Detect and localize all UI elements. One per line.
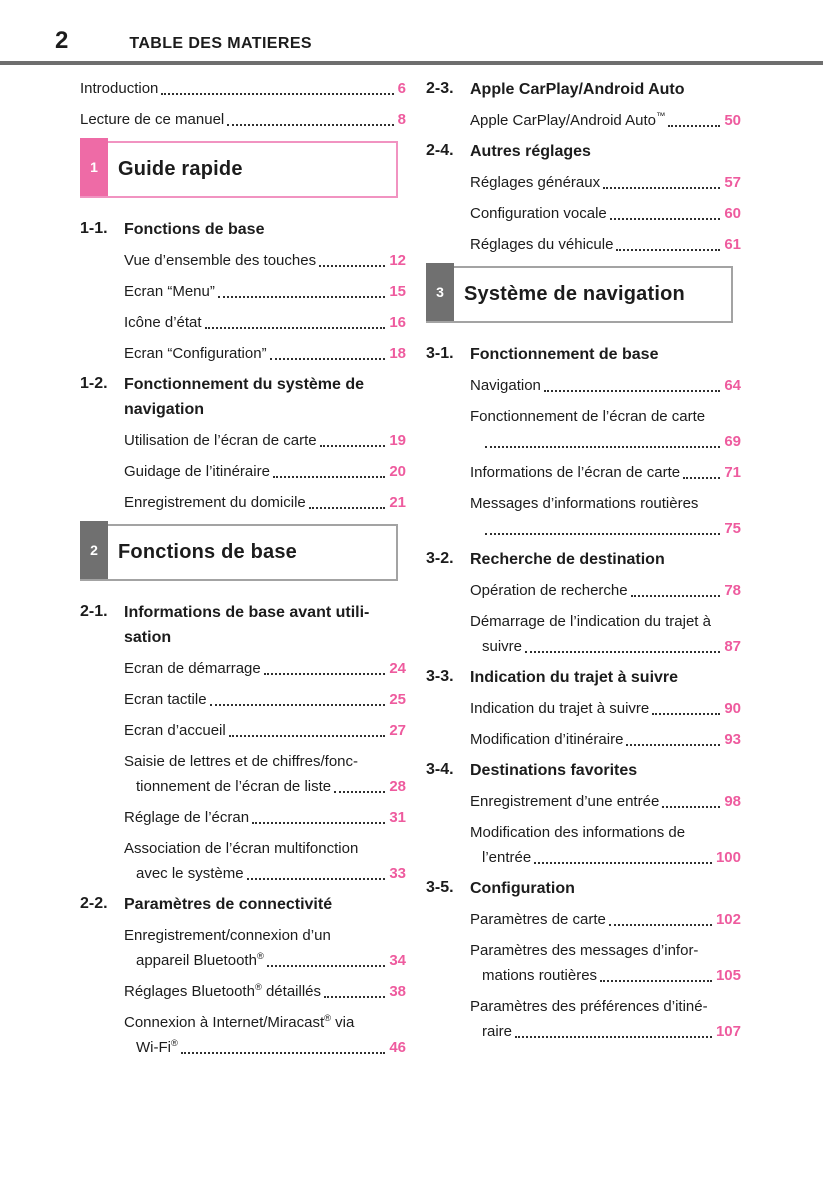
dot-leader (626, 744, 720, 746)
toc-entry (124, 313, 406, 332)
toc-entry-line (124, 1038, 406, 1057)
toc-page-number: 100 (715, 849, 741, 866)
toc-entry (124, 690, 406, 709)
toc-group-number: 2-1. (80, 603, 108, 620)
toc-entry (124, 839, 406, 883)
toc-entry (124, 659, 406, 678)
toc-page-number: 64 (724, 377, 741, 394)
toc-group (426, 80, 741, 130)
section-title: Système de navigation (464, 283, 685, 305)
toc-entry (470, 730, 741, 749)
toc-group-number: 3-4. (426, 761, 454, 778)
toc-entry-text: l’entrée (482, 849, 532, 866)
dot-leader (485, 533, 720, 535)
toc-page-number: 71 (724, 464, 741, 481)
toc-entry-text: Vue d’ensemble des touches (124, 252, 317, 269)
toc-entry-line (470, 204, 741, 223)
toc-page-number: 18 (389, 345, 406, 362)
section-number: 3 (436, 284, 444, 300)
dot-leader (662, 806, 720, 808)
toc-group (426, 668, 741, 749)
toc-column-left (80, 79, 406, 1069)
toc-entry-text: Fonctionnement de l’écran de carte (470, 408, 706, 425)
toc-entry-line (470, 235, 741, 254)
toc-group (426, 761, 741, 867)
toc-entry (470, 111, 741, 130)
dot-leader (270, 358, 386, 360)
toc-page-number: 78 (724, 582, 741, 599)
toc-entry-line (124, 431, 406, 450)
toc-group-title-line: Autres réglages (470, 143, 591, 160)
toc-entry (124, 282, 406, 301)
toc-group-heading (426, 142, 741, 162)
toc-entry-line (470, 848, 741, 867)
toc-entry-line (124, 752, 406, 771)
toc-entry-text: raire (482, 1023, 513, 1040)
toc-group (426, 142, 741, 254)
toc-entry-text: Modification des informations de (470, 824, 686, 841)
toc-group (426, 550, 741, 656)
toc-group-number: 1-1. (80, 220, 108, 237)
toc-entry-line (124, 982, 406, 1001)
toc-entry-line (124, 721, 406, 740)
toc-entry (470, 235, 741, 254)
toc-entry (470, 910, 741, 929)
dot-leader (652, 713, 720, 715)
section-number: 1 (90, 159, 98, 175)
toc-entry-line (124, 777, 406, 796)
toc-entry-text: Connexion à Internet/Miracast® via (124, 1013, 355, 1031)
dot-leader (600, 980, 712, 982)
dot-leader (267, 965, 386, 967)
toc-entry-line (124, 839, 406, 858)
dot-leader (544, 390, 720, 392)
section-box (80, 141, 398, 198)
toc-page-number: 107 (715, 1023, 741, 1040)
toc-entry (124, 752, 406, 796)
toc-entry-line (470, 823, 741, 842)
toc-page-number: 8 (397, 111, 406, 128)
toc-page-number: 57 (724, 174, 741, 191)
toc-group-title (124, 220, 406, 240)
toc-entry-text: avec le système (136, 865, 244, 882)
toc-group-title (470, 761, 741, 781)
toc-entry-line (470, 941, 741, 960)
toc-group-title (470, 550, 741, 570)
toc-group-number: 2-4. (426, 142, 454, 159)
toc-entry-line (80, 79, 406, 98)
dot-leader (229, 735, 386, 737)
toc-page-number: 12 (389, 252, 406, 269)
toc-entry (124, 1013, 406, 1057)
toc-page-number: 90 (724, 700, 741, 717)
toc-entry-text: Configuration vocale (470, 205, 607, 222)
toc-page-number: 69 (724, 433, 741, 450)
section-number-tab (80, 138, 108, 196)
toc-entry-line (470, 519, 741, 538)
toc-group-title-line: Fonctionnement de base (470, 346, 659, 363)
dot-leader (205, 327, 386, 329)
dot-leader (683, 477, 720, 479)
toc-entry-text: Paramètres des préférences d’itiné- (470, 998, 708, 1015)
toc-group (80, 220, 406, 363)
toc-group-heading (80, 220, 406, 240)
toc-entry-text: Modification d’itinéraire (470, 731, 624, 748)
toc-entry-text: Navigation (470, 377, 541, 394)
dot-leader (227, 124, 393, 126)
toc-entry-line (470, 730, 741, 749)
toc-group-heading (80, 375, 406, 420)
toc-group-title (470, 879, 741, 899)
toc-entry (124, 344, 406, 363)
toc-group-heading (426, 879, 741, 899)
toc-group (426, 879, 741, 1041)
toc-group (80, 895, 406, 1057)
toc-group-heading (426, 550, 741, 570)
toc-entry (470, 204, 741, 223)
dot-leader (252, 822, 385, 824)
toc-entry-text: Démarrage de l’indication du trajet à (470, 613, 711, 630)
toc-entry-line (124, 808, 406, 827)
toc-group-heading (80, 895, 406, 915)
toc-content (0, 65, 823, 1069)
dot-leader (324, 996, 385, 998)
toc-group-number: 3-2. (426, 550, 454, 567)
toc-group-title (124, 603, 406, 648)
toc-group-number: 3-5. (426, 879, 454, 896)
toc-page-number: 31 (389, 809, 406, 826)
toc-entry (470, 173, 741, 192)
toc-group-title-line: navigation (124, 401, 205, 418)
toc-page-number: 50 (724, 112, 741, 129)
toc-entry-text: Enregistrement d’une entrée (470, 793, 660, 810)
toc-entry-text: Saisie de lettres et de chiffres/fonc- (124, 753, 359, 770)
toc-group-title (124, 895, 406, 915)
toc-page-number: 33 (389, 865, 406, 882)
toc-page-number: 24 (389, 660, 406, 677)
toc-entry-text: Réglage de l’écran (124, 809, 250, 826)
toc-entry-line (470, 173, 741, 192)
dot-leader (334, 791, 385, 793)
toc-entry-text: Ecran d’accueil (124, 722, 226, 739)
toc-entry-text: appareil Bluetooth® (136, 951, 264, 969)
toc-page-number: 75 (724, 520, 741, 537)
toc-group-title-line: Paramètres de connectivité (124, 896, 333, 913)
toc-page-number: 102 (715, 911, 741, 928)
toc-group-title-line: Recherche de destination (470, 551, 665, 568)
dot-leader (218, 296, 385, 298)
toc-entry-text: Opération de recherche (470, 582, 628, 599)
toc-entry-text: mations routières (482, 967, 598, 984)
toc-group-title-line: sation (124, 629, 172, 646)
toc-entry-line (124, 493, 406, 512)
toc-entry (470, 376, 741, 395)
toc-entry-line (124, 1013, 406, 1032)
toc-entry-line (80, 110, 406, 129)
toc-entry (124, 493, 406, 512)
toc-entry-line (124, 462, 406, 481)
toc-group (426, 345, 741, 538)
toc-page-number: 46 (389, 1039, 406, 1056)
toc-page-number: 34 (389, 952, 406, 969)
toc-entry-line (470, 581, 741, 600)
toc-entry-text: suivre (482, 638, 523, 655)
toc-entry-text: Messages d’informations routières (470, 495, 699, 512)
page-header (0, 0, 823, 61)
toc-entry-line (470, 966, 741, 985)
toc-entry-text: Ecran tactile (124, 691, 207, 708)
toc-page-number: 105 (715, 967, 741, 984)
dot-leader (525, 651, 720, 653)
dot-leader (319, 265, 385, 267)
toc-entry (124, 926, 406, 970)
dot-leader (161, 93, 393, 95)
toc-page-number: 16 (389, 314, 406, 331)
toc-group (80, 375, 406, 512)
toc-entry-text: Paramètres des messages d’infor- (470, 942, 699, 959)
toc-entry-line (470, 612, 741, 631)
page-number: 2 (55, 27, 70, 54)
dot-leader (247, 878, 386, 880)
toc-page-number: 6 (397, 80, 406, 97)
toc-entry-text: Ecran de démarrage (124, 660, 261, 677)
toc-group-title-line: Configuration (470, 880, 575, 897)
dot-leader (668, 125, 720, 127)
toc-group-title (470, 142, 741, 162)
toc-page-number: 19 (389, 432, 406, 449)
toc-entry-text: Guidage de l’itinéraire (124, 463, 270, 480)
toc-entry (124, 808, 406, 827)
toc-entry (470, 581, 741, 600)
toc-entry-line (124, 864, 406, 883)
toc-entry-line (470, 699, 741, 718)
toc-group-title (124, 375, 406, 420)
toc-entry (124, 431, 406, 450)
toc-group-number: 1-2. (80, 375, 108, 392)
toc-entry-text: Apple CarPlay/Android Auto™ (470, 111, 666, 129)
toc-group-number: 2-3. (426, 80, 454, 97)
toc-entry-line (470, 376, 741, 395)
toc-entry-text: Réglages généraux (470, 174, 601, 191)
page-title: TABLE DES MATIERES (129, 35, 312, 52)
toc-entry-line (124, 926, 406, 945)
toc-entry (80, 110, 406, 129)
toc-page-number: 61 (724, 236, 741, 253)
toc-group-title (470, 668, 741, 688)
toc-page-number: 28 (389, 778, 406, 795)
toc-entry (470, 494, 741, 538)
toc-entry (470, 407, 741, 451)
toc-group-number: 3-1. (426, 345, 454, 362)
toc-entry-line (470, 792, 741, 811)
dot-leader (320, 445, 386, 447)
section-number: 2 (90, 542, 98, 558)
toc-entry-line (124, 690, 406, 709)
toc-entry-text: Lecture de ce manuel (80, 111, 225, 128)
toc-entry-text: Enregistrement/connexion d’un (124, 927, 331, 944)
toc-group-title-line: Apple CarPlay/Android Auto (470, 81, 685, 98)
toc-entry (470, 792, 741, 811)
dot-leader (181, 1052, 385, 1054)
toc-group-heading (426, 668, 741, 688)
toc-entry (470, 823, 741, 867)
toc-entry-text: Enregistrement du domicile (124, 494, 306, 511)
toc-group-title-line: Fonctions de base (124, 221, 265, 238)
toc-entry-line (124, 313, 406, 332)
toc-page-number: 87 (724, 638, 741, 655)
toc-group-title-line: Fonctionnement du système de (124, 376, 365, 393)
toc-column-right (426, 79, 741, 1069)
section-title: Fonctions de base (118, 541, 297, 563)
toc-entry-text: Association de l’écran multifonction (124, 840, 359, 857)
dot-leader (609, 924, 712, 926)
toc-entry-text: Utilisation de l’écran de carte (124, 432, 317, 449)
dot-leader (210, 704, 386, 706)
toc-entry-line (470, 432, 741, 451)
toc-group-heading (426, 761, 741, 781)
toc-group-number: 3-3. (426, 668, 454, 685)
toc-entry-line (124, 282, 406, 301)
toc-group-title (470, 80, 741, 100)
section-title: Guide rapide (118, 158, 243, 180)
toc-entry (80, 79, 406, 98)
toc-group (80, 603, 406, 883)
toc-entry-text: Paramètres de carte (470, 911, 606, 928)
toc-group-title-line: Indication du trajet à suivre (470, 669, 679, 686)
toc-page-number: 93 (724, 731, 741, 748)
toc-entry-line (470, 494, 741, 513)
toc-page-number: 27 (389, 722, 406, 739)
toc-group-title (470, 345, 741, 365)
toc-entry-line (470, 407, 741, 426)
toc-group-number: 2-2. (80, 895, 108, 912)
toc-group-heading (80, 603, 406, 648)
dot-leader (264, 673, 386, 675)
toc-entry-line (470, 111, 741, 130)
dot-leader (485, 446, 720, 448)
toc-group-heading (426, 80, 741, 100)
toc-page-number: 60 (724, 205, 741, 222)
toc-entry-text: Ecran “Configuration” (124, 345, 267, 362)
toc-entry-text: Wi-Fi® (136, 1038, 178, 1056)
toc-entry-line (124, 344, 406, 363)
dot-leader (534, 862, 712, 864)
dot-leader (631, 595, 721, 597)
toc-entry-text: Icône d’état (124, 314, 202, 331)
toc-entry (470, 612, 741, 656)
toc-entry-text: Réglages du véhicule (470, 236, 614, 253)
section-number-tab (80, 521, 108, 579)
toc-entry-line (470, 463, 741, 482)
dot-leader (273, 476, 385, 478)
dot-leader (610, 218, 721, 220)
toc-page-number: 38 (389, 983, 406, 1000)
toc-entry (124, 251, 406, 270)
toc-entry (470, 997, 741, 1041)
dot-leader (309, 507, 386, 509)
toc-entry-text: Informations de l’écran de carte (470, 464, 681, 481)
toc-page-number: 98 (724, 793, 741, 810)
toc-entry (124, 982, 406, 1001)
dot-leader (603, 187, 720, 189)
toc-group-title-line: Destinations favorites (470, 762, 638, 779)
toc-entry (124, 721, 406, 740)
section-box (80, 524, 398, 581)
toc-entry-text: Ecran “Menu” (124, 283, 215, 300)
dot-leader (616, 249, 720, 251)
toc-group-heading (426, 345, 741, 365)
toc-entry (470, 941, 741, 985)
toc-entry-line (124, 951, 406, 970)
toc-entry-line (470, 637, 741, 656)
toc-entry-text: tionnement de l’écran de liste (136, 778, 332, 795)
toc-entry-line (470, 997, 741, 1016)
section-box (426, 266, 733, 323)
toc-entry (124, 462, 406, 481)
toc-entry-line (124, 659, 406, 678)
toc-entry-text: Introduction (80, 80, 159, 97)
toc-entry-line (124, 251, 406, 270)
toc-entry-text: Réglages Bluetooth® détaillés (124, 982, 321, 1000)
dot-leader (515, 1036, 712, 1038)
toc-group-title-line: Informations de base avant utili- (124, 604, 370, 621)
toc-page-number: 25 (389, 691, 406, 708)
toc-page-number: 20 (389, 463, 406, 480)
section-number-tab (426, 263, 454, 321)
toc-entry-text: Indication du trajet à suivre (470, 700, 650, 717)
toc-entry-line (470, 910, 741, 929)
toc-entry (470, 463, 741, 482)
toc-page-number: 21 (389, 494, 406, 511)
toc-entry-line (470, 1022, 741, 1041)
toc-entry (470, 699, 741, 718)
toc-page-number: 15 (389, 283, 406, 300)
